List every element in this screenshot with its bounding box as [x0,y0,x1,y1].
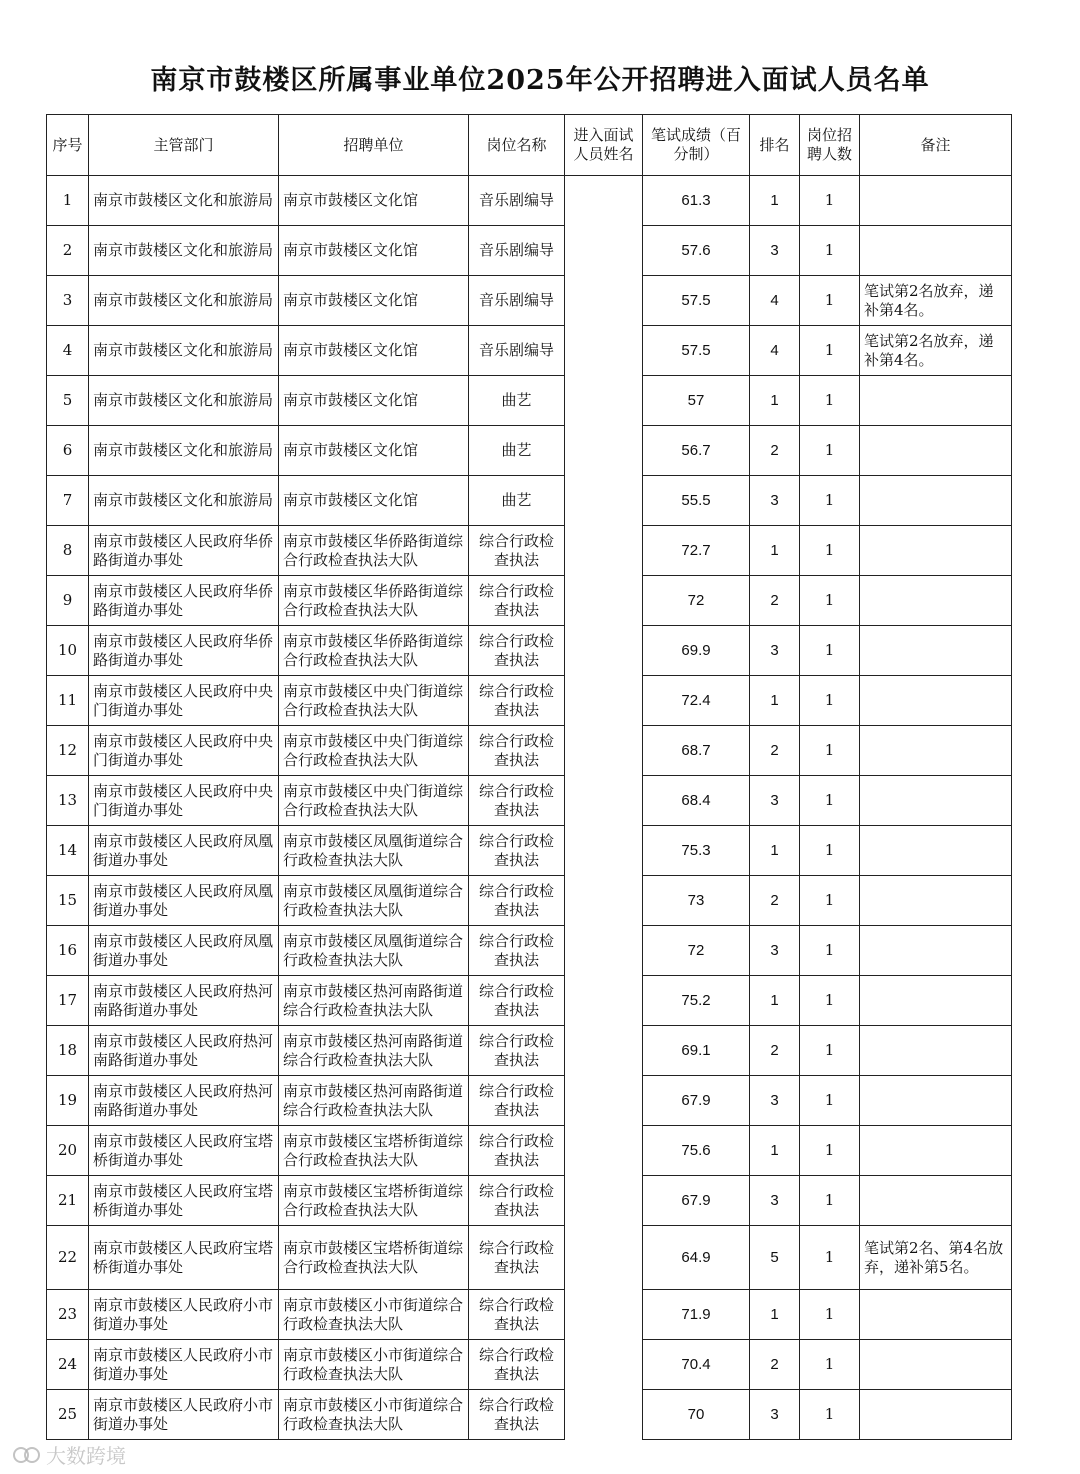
row-count: 1 [800,1226,860,1290]
row-note [860,876,1012,926]
table-row [47,376,1012,426]
row-name [565,1340,643,1390]
row-rank: 1 [750,526,800,576]
row-note [860,676,1012,726]
row-idx: 24 [47,1340,89,1390]
table-row [47,576,1012,626]
row-note [860,226,1012,276]
row-score: 56.7 [643,426,750,476]
row-idx: 16 [47,926,89,976]
row-rank: 2 [750,426,800,476]
row-name [565,1176,643,1226]
table-row [47,1076,1012,1126]
row-count: 1 [800,226,860,276]
row-dept: 南京市鼓楼区人民政府宝塔桥街道办事处 [89,1126,279,1176]
row-note [860,1176,1012,1226]
row-note [860,1340,1012,1390]
row-name [565,1126,643,1176]
row-note [860,776,1012,826]
row-score: 75.6 [643,1126,750,1176]
row-score: 57.5 [643,326,750,376]
row-dept: 南京市鼓楼区文化和旅游局 [89,326,279,376]
row-position: 综合行政检查执法 [469,1126,565,1176]
row-rank: 1 [750,176,800,226]
row-count: 1 [800,476,860,526]
row-idx: 17 [47,976,89,1026]
header-rank: 排名 [750,115,800,176]
row-unit: 南京市鼓楼区华侨路街道综合行政检查执法大队 [279,526,469,576]
row-position: 综合行政检查执法 [469,1176,565,1226]
row-position: 综合行政检查执法 [469,1076,565,1126]
row-unit: 南京市鼓楼区宝塔桥街道综合行政检查执法大队 [279,1226,469,1290]
row-score: 71.9 [643,1290,750,1340]
row-dept: 南京市鼓楼区人民政府华侨路街道办事处 [89,526,279,576]
row-dept: 南京市鼓楼区人民政府宝塔桥街道办事处 [89,1226,279,1290]
row-position: 综合行政检查执法 [469,676,565,726]
header-note: 备注 [860,115,1012,176]
row-note [860,826,1012,876]
row-position: 综合行政检查执法 [469,1226,565,1290]
row-dept: 南京市鼓楼区文化和旅游局 [89,226,279,276]
row-rank: 3 [750,476,800,526]
table-row [47,176,1012,226]
row-position: 综合行政检查执法 [469,976,565,1026]
row-note [860,1026,1012,1076]
row-rank: 2 [750,876,800,926]
row-idx: 13 [47,776,89,826]
row-score: 72 [643,926,750,976]
table-row [47,1026,1012,1076]
row-position: 综合行政检查执法 [469,876,565,926]
row-idx: 23 [47,1290,89,1340]
row-name [565,426,643,476]
row-dept: 南京市鼓楼区人民政府热河南路街道办事处 [89,976,279,1026]
row-idx: 7 [47,476,89,526]
row-rank: 1 [750,976,800,1026]
row-dept: 南京市鼓楼区人民政府小市街道办事处 [89,1290,279,1340]
row-idx: 8 [47,526,89,576]
row-note [860,1290,1012,1340]
row-name [565,976,643,1026]
row-unit: 南京市鼓楼区文化馆 [279,176,469,226]
row-note [860,926,1012,976]
row-score: 67.9 [643,1176,750,1226]
row-name [565,726,643,776]
row-position: 综合行政检查执法 [469,526,565,576]
row-dept: 南京市鼓楼区人民政府华侨路街道办事处 [89,626,279,676]
table-row [47,726,1012,776]
table-row [47,276,1012,326]
table-row [47,426,1012,476]
row-score: 75.3 [643,826,750,876]
row-name [565,1390,643,1440]
row-count: 1 [800,1390,860,1440]
row-position: 曲艺 [469,376,565,426]
table-row [47,826,1012,876]
row-name [565,1226,643,1290]
row-unit: 南京市鼓楼区中央门街道综合行政检查执法大队 [279,676,469,726]
row-position: 综合行政检查执法 [469,576,565,626]
row-idx: 14 [47,826,89,876]
row-note: 笔试第2名、第4名放弃，递补第5名。 [860,1226,1012,1290]
row-dept: 南京市鼓楼区人民政府凤凰街道办事处 [89,876,279,926]
row-name [565,276,643,326]
row-dept: 南京市鼓楼区人民政府凤凰街道办事处 [89,826,279,876]
row-idx: 15 [47,876,89,926]
row-count: 1 [800,776,860,826]
row-unit: 南京市鼓楼区文化馆 [279,226,469,276]
row-count: 1 [800,1126,860,1176]
table-row [47,1340,1012,1390]
row-note [860,176,1012,226]
row-rank: 1 [750,376,800,426]
row-position: 音乐剧编导 [469,226,565,276]
row-dept: 南京市鼓楼区文化和旅游局 [89,276,279,326]
row-score: 57 [643,376,750,426]
row-rank: 3 [750,226,800,276]
row-dept: 南京市鼓楼区文化和旅游局 [89,476,279,526]
row-count: 1 [800,1026,860,1076]
row-unit: 南京市鼓楼区凤凰街道综合行政检查执法大队 [279,926,469,976]
row-score: 69.1 [643,1026,750,1076]
row-unit: 南京市鼓楼区文化馆 [279,476,469,526]
row-rank: 5 [750,1226,800,1290]
header-dept: 主管部门 [89,115,279,176]
row-name [565,526,643,576]
row-position: 综合行政检查执法 [469,1390,565,1440]
row-idx: 1 [47,176,89,226]
table-header-row [47,115,1012,176]
row-score: 72 [643,576,750,626]
row-rank: 3 [750,926,800,976]
row-score: 69.9 [643,626,750,676]
header-unit: 招聘单位 [279,115,469,176]
row-idx: 21 [47,1176,89,1226]
row-name [565,626,643,676]
row-position: 曲艺 [469,476,565,526]
row-dept: 南京市鼓楼区人民政府中央门街道办事处 [89,776,279,826]
row-score: 55.5 [643,476,750,526]
row-note [860,1076,1012,1126]
table-row [47,326,1012,376]
row-score: 73 [643,876,750,926]
row-position: 音乐剧编导 [469,326,565,376]
table-row [47,976,1012,1026]
header-name: 进入面试人员姓名 [565,115,643,176]
row-count: 1 [800,876,860,926]
row-position: 音乐剧编导 [469,176,565,226]
row-idx: 9 [47,576,89,626]
row-unit: 南京市鼓楼区小市街道综合行政检查执法大队 [279,1340,469,1390]
row-name [565,576,643,626]
row-count: 1 [800,326,860,376]
row-rank: 1 [750,676,800,726]
row-score: 70 [643,1390,750,1440]
row-name [565,176,643,226]
row-unit: 南京市鼓楼区中央门街道综合行政检查执法大队 [279,726,469,776]
row-note [860,476,1012,526]
row-rank: 2 [750,726,800,776]
row-dept: 南京市鼓楼区人民政府中央门街道办事处 [89,676,279,726]
row-count: 1 [800,1340,860,1390]
row-dept: 南京市鼓楼区人民政府宝塔桥街道办事处 [89,1176,279,1226]
row-position: 音乐剧编导 [469,276,565,326]
row-position: 综合行政检查执法 [469,926,565,976]
row-rank: 3 [750,1076,800,1126]
row-score: 72.4 [643,676,750,726]
page-title: 南京市鼓楼区所属事业单位2025年公开招聘进入面试人员名单 [150,65,930,96]
table-row [47,476,1012,526]
row-position: 综合行政检查执法 [469,826,565,876]
table-row [47,526,1012,576]
table-row [47,926,1012,976]
row-rank: 3 [750,626,800,676]
row-rank: 3 [750,1176,800,1226]
row-unit: 南京市鼓楼区凤凰街道综合行政检查执法大队 [279,826,469,876]
row-idx: 22 [47,1226,89,1290]
row-score: 57.5 [643,276,750,326]
row-count: 1 [800,376,860,426]
row-note: 笔试第2名放弃，递补第4名。 [860,326,1012,376]
row-unit: 南京市鼓楼区文化馆 [279,426,469,476]
row-note [860,576,1012,626]
row-note [860,426,1012,476]
row-unit: 南京市鼓楼区小市街道综合行政检查执法大队 [279,1290,469,1340]
table-row [47,226,1012,276]
row-count: 1 [800,726,860,776]
row-note [860,1126,1012,1176]
row-position: 综合行政检查执法 [469,1026,565,1076]
row-idx: 20 [47,1126,89,1176]
table-row [47,876,1012,926]
row-position: 综合行政检查执法 [469,1340,565,1390]
row-count: 1 [800,676,860,726]
row-rank: 2 [750,1026,800,1076]
row-idx: 3 [47,276,89,326]
row-name [565,676,643,726]
row-note [860,526,1012,576]
row-note [860,626,1012,676]
candidate-table [46,114,1012,1440]
table-row [47,1290,1012,1340]
row-score: 68.7 [643,726,750,776]
table-row [47,1176,1012,1226]
watermark-text: 大数跨境 [46,1444,126,1468]
row-unit: 南京市鼓楼区小市街道综合行政检查执法大队 [279,1390,469,1440]
row-name [565,476,643,526]
row-name [565,826,643,876]
row-rank: 4 [750,326,800,376]
row-count: 1 [800,626,860,676]
table-body [47,176,1012,1440]
row-position: 综合行政检查执法 [469,1290,565,1340]
row-name [565,1026,643,1076]
row-score: 68.4 [643,776,750,826]
row-unit: 南京市鼓楼区宝塔桥街道综合行政检查执法大队 [279,1176,469,1226]
row-dept: 南京市鼓楼区人民政府凤凰街道办事处 [89,926,279,976]
table-row [47,1126,1012,1176]
row-name [565,926,643,976]
row-unit: 南京市鼓楼区文化馆 [279,326,469,376]
row-idx: 25 [47,1390,89,1440]
row-dept: 南京市鼓楼区人民政府中央门街道办事处 [89,726,279,776]
row-score: 67.9 [643,1076,750,1126]
header-count: 岗位招聘人数 [800,115,860,176]
row-idx: 10 [47,626,89,676]
row-rank: 4 [750,276,800,326]
row-count: 1 [800,176,860,226]
row-count: 1 [800,426,860,476]
row-idx: 2 [47,226,89,276]
row-count: 1 [800,1290,860,1340]
row-note [860,726,1012,776]
watermark-logo-icon [12,1445,42,1465]
row-idx: 4 [47,326,89,376]
row-unit: 南京市鼓楼区文化馆 [279,276,469,326]
row-unit: 南京市鼓楼区热河南路街道综合行政检查执法大队 [279,1076,469,1126]
row-idx: 11 [47,676,89,726]
row-rank: 3 [750,776,800,826]
row-idx: 18 [47,1026,89,1076]
row-note [860,376,1012,426]
row-idx: 6 [47,426,89,476]
row-unit: 南京市鼓楼区华侨路街道综合行政检查执法大队 [279,576,469,626]
row-name [565,1290,643,1340]
row-score: 57.6 [643,226,750,276]
row-note [860,1390,1012,1440]
row-name [565,326,643,376]
row-idx: 19 [47,1076,89,1126]
header-idx: 序号 [47,115,89,176]
row-dept: 南京市鼓楼区文化和旅游局 [89,426,279,476]
row-position: 综合行政检查执法 [469,776,565,826]
row-rank: 2 [750,1340,800,1390]
row-count: 1 [800,526,860,576]
row-count: 1 [800,576,860,626]
row-idx: 5 [47,376,89,426]
header-position: 岗位名称 [469,115,565,176]
row-rank: 1 [750,826,800,876]
header-score: 笔试成绩（百分制） [643,115,750,176]
row-dept: 南京市鼓楼区人民政府华侨路街道办事处 [89,576,279,626]
row-score: 72.7 [643,526,750,576]
row-score: 64.9 [643,1226,750,1290]
row-unit: 南京市鼓楼区热河南路街道综合行政检查执法大队 [279,1026,469,1076]
row-dept: 南京市鼓楼区文化和旅游局 [89,176,279,226]
row-dept: 南京市鼓楼区人民政府热河南路街道办事处 [89,1076,279,1126]
row-note [860,976,1012,1026]
row-position: 综合行政检查执法 [469,726,565,776]
row-dept: 南京市鼓楼区文化和旅游局 [89,376,279,426]
row-unit: 南京市鼓楼区热河南路街道综合行政检查执法大队 [279,976,469,1026]
row-rank: 2 [750,576,800,626]
row-unit: 南京市鼓楼区中央门街道综合行政检查执法大队 [279,776,469,826]
row-score: 70.4 [643,1340,750,1390]
row-dept: 南京市鼓楼区人民政府热河南路街道办事处 [89,1026,279,1076]
row-rank: 1 [750,1290,800,1340]
row-name [565,226,643,276]
table-row [47,1226,1012,1290]
row-name [565,876,643,926]
row-score: 75.2 [643,976,750,1026]
row-count: 1 [800,276,860,326]
row-count: 1 [800,826,860,876]
row-name [565,1076,643,1126]
row-score: 61.3 [643,176,750,226]
row-unit: 南京市鼓楼区文化馆 [279,376,469,426]
table-row [47,626,1012,676]
row-name [565,776,643,826]
table-row [47,1390,1012,1440]
row-position: 曲艺 [469,426,565,476]
row-count: 1 [800,1176,860,1226]
table-row [47,776,1012,826]
row-note: 笔试第2名放弃，递补第4名。 [860,276,1012,326]
row-rank: 3 [750,1390,800,1440]
row-count: 1 [800,1076,860,1126]
row-name [565,376,643,426]
row-rank: 1 [750,1126,800,1176]
row-position: 综合行政检查执法 [469,626,565,676]
row-dept: 南京市鼓楼区人民政府小市街道办事处 [89,1340,279,1390]
row-unit: 南京市鼓楼区华侨路街道综合行政检查执法大队 [279,626,469,676]
watermark [12,1440,126,1469]
row-dept: 南京市鼓楼区人民政府小市街道办事处 [89,1390,279,1440]
row-unit: 南京市鼓楼区宝塔桥街道综合行政检查执法大队 [279,1126,469,1176]
row-unit: 南京市鼓楼区凤凰街道综合行政检查执法大队 [279,876,469,926]
table-row [47,676,1012,726]
row-count: 1 [800,976,860,1026]
row-count: 1 [800,926,860,976]
row-idx: 12 [47,726,89,776]
